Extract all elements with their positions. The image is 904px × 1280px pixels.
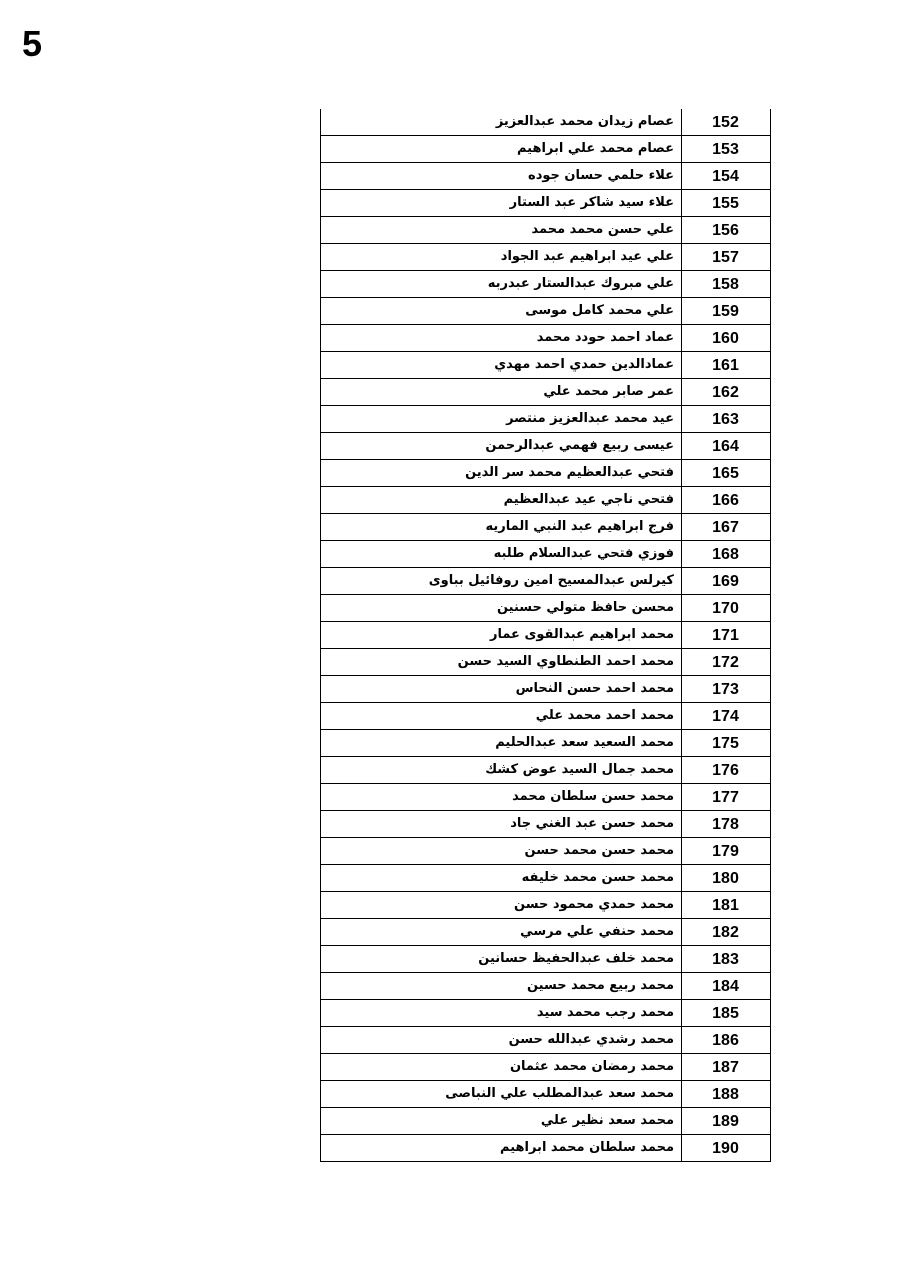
name-cell: كيرلس عبدالمسيح امين روفائيل بباوى bbox=[428, 573, 674, 588]
table-row bbox=[321, 217, 770, 244]
table-row bbox=[321, 973, 770, 1000]
name-cell: عصام زيدان محمد عبدالعزيز bbox=[495, 114, 674, 129]
serial-number-cell: 169 bbox=[681, 568, 769, 594]
table-row bbox=[321, 811, 770, 838]
serial-number-cell: 164 bbox=[681, 433, 769, 459]
name-cell: فرج ابراهيم عبد النبي الماريه bbox=[485, 519, 674, 534]
name-cell: محمد سعد نظير علي bbox=[540, 1113, 674, 1128]
name-cell: عمر صابر محمد علي bbox=[543, 384, 674, 399]
serial-number-cell: 173 bbox=[681, 676, 769, 702]
name-cell: علي عيد ابراهيم عبد الجواد bbox=[500, 249, 674, 264]
name-cell: فوزي فتحي عبدالسلام طلبه bbox=[493, 546, 674, 561]
table-row bbox=[321, 676, 770, 703]
serial-number-cell: 166 bbox=[681, 487, 769, 513]
name-cell: عصام محمد علي ابراهيم bbox=[516, 141, 674, 156]
name-cell: عيد محمد عبدالعزيز منتصر bbox=[506, 411, 674, 426]
serial-number-cell: 167 bbox=[681, 514, 769, 540]
serial-number-cell: 170 bbox=[681, 595, 769, 621]
serial-number-cell: 176 bbox=[681, 757, 769, 783]
serial-number-cell: 152 bbox=[681, 109, 769, 135]
serial-number-cell: 178 bbox=[681, 811, 769, 837]
name-cell: محمد رشدي عبدالله حسن bbox=[508, 1032, 674, 1047]
table-row bbox=[321, 109, 770, 136]
name-cell: محسن حافظ متولي حسنين bbox=[496, 600, 674, 615]
serial-number-cell: 158 bbox=[681, 271, 769, 297]
names-table bbox=[320, 109, 771, 1162]
name-cell: علي حسن محمد محمد bbox=[531, 222, 674, 237]
name-cell: محمد حسن سلطان محمد bbox=[512, 789, 674, 804]
name-cell: محمد السعيد سعد عبدالحليم bbox=[495, 735, 674, 750]
table-row bbox=[321, 730, 770, 757]
serial-number-cell: 189 bbox=[681, 1108, 769, 1134]
serial-number-cell: 187 bbox=[681, 1054, 769, 1080]
table-row bbox=[321, 649, 770, 676]
name-cell: محمد سعد عبدالمطلب علي النباصى bbox=[445, 1086, 674, 1101]
table-row bbox=[321, 244, 770, 271]
serial-number-cell: 181 bbox=[681, 892, 769, 918]
table-row bbox=[321, 1108, 770, 1135]
serial-number-cell: 190 bbox=[681, 1135, 769, 1161]
table-row bbox=[321, 919, 770, 946]
table-row bbox=[321, 190, 770, 217]
name-cell: محمد سلطان محمد ابراهيم bbox=[500, 1140, 674, 1155]
table-row bbox=[321, 352, 770, 379]
serial-number-cell: 182 bbox=[681, 919, 769, 945]
serial-number-cell: 174 bbox=[681, 703, 769, 729]
serial-number-cell: 183 bbox=[681, 946, 769, 972]
name-cell: محمد حسن محمد خليفه bbox=[521, 870, 674, 885]
table-row bbox=[321, 703, 770, 730]
serial-number-cell: 161 bbox=[681, 352, 769, 378]
table-row bbox=[321, 541, 770, 568]
name-cell: محمد جمال السيد عوض كشك bbox=[485, 762, 674, 777]
serial-number-cell: 188 bbox=[681, 1081, 769, 1107]
name-cell: محمد خلف عبدالحفيظ حسانين bbox=[478, 951, 674, 966]
table-row bbox=[321, 325, 770, 352]
table-row bbox=[321, 514, 770, 541]
serial-number-cell: 184 bbox=[681, 973, 769, 999]
table-row bbox=[321, 892, 770, 919]
name-cell: محمد احمد حسن النحاس bbox=[515, 681, 674, 696]
serial-number-cell: 155 bbox=[681, 190, 769, 216]
serial-number-cell: 153 bbox=[681, 136, 769, 162]
name-cell: علي مبروك عبدالستار عبدربه bbox=[487, 276, 674, 291]
serial-number-cell: 160 bbox=[681, 325, 769, 351]
name-cell: محمد حنفي علي مرسي bbox=[520, 924, 674, 939]
serial-number-cell: 165 bbox=[681, 460, 769, 486]
serial-number-cell: 180 bbox=[681, 865, 769, 891]
table-row bbox=[321, 136, 770, 163]
name-cell: محمد حسن محمد حسن bbox=[524, 843, 674, 858]
table-row bbox=[321, 1000, 770, 1027]
serial-number-cell: 175 bbox=[681, 730, 769, 756]
table-row bbox=[321, 1027, 770, 1054]
serial-number-cell: 163 bbox=[681, 406, 769, 432]
serial-number-cell: 162 bbox=[681, 379, 769, 405]
table-row bbox=[321, 487, 770, 514]
table-row bbox=[321, 784, 770, 811]
serial-number-cell: 168 bbox=[681, 541, 769, 567]
serial-number-cell: 154 bbox=[681, 163, 769, 189]
table-row bbox=[321, 865, 770, 892]
name-cell: عماد احمد حودد محمد bbox=[536, 330, 674, 345]
page-number: 5 bbox=[22, 23, 43, 64]
name-cell: عمادالدين حمدي احمد مهدي bbox=[494, 357, 674, 372]
table-row bbox=[321, 622, 770, 649]
serial-number-cell: 186 bbox=[681, 1027, 769, 1053]
name-cell: محمد ربيع محمد حسين bbox=[526, 978, 674, 993]
table-row bbox=[321, 460, 770, 487]
serial-number-cell: 171 bbox=[681, 622, 769, 648]
name-cell: عيسى ربيع فهمي عبدالرحمن bbox=[485, 438, 674, 453]
name-cell: محمد احمد الطنطاوي السيد حسن bbox=[457, 654, 674, 669]
table-row bbox=[321, 379, 770, 406]
name-cell: فتحي ناجي عيد عبدالعظيم bbox=[503, 492, 674, 507]
table-row bbox=[321, 946, 770, 973]
table-row bbox=[321, 568, 770, 595]
table-row bbox=[321, 271, 770, 298]
table-row bbox=[321, 595, 770, 622]
serial-number-cell: 172 bbox=[681, 649, 769, 675]
table-row bbox=[321, 1135, 770, 1161]
table-row bbox=[321, 838, 770, 865]
table-row bbox=[321, 433, 770, 460]
name-cell: فتحي عبدالعظيم محمد سر الدين bbox=[465, 465, 674, 480]
table-row bbox=[321, 298, 770, 325]
table-row bbox=[321, 163, 770, 190]
table-row bbox=[321, 406, 770, 433]
name-cell: علاء سيد شاكر عبد الستار bbox=[509, 195, 674, 210]
serial-number-cell: 177 bbox=[681, 784, 769, 810]
name-cell: علاء حلمي حسان جوده bbox=[528, 168, 674, 183]
name-cell: محمد احمد محمد علي bbox=[535, 708, 674, 723]
serial-number-cell: 159 bbox=[681, 298, 769, 324]
name-cell: علي محمد كامل موسى bbox=[525, 303, 674, 318]
name-cell: محمد رمضان محمد عثمان bbox=[509, 1059, 674, 1074]
serial-number-cell: 156 bbox=[681, 217, 769, 243]
name-cell: محمد حمدي محمود حسن bbox=[514, 897, 674, 912]
name-cell: محمد رجب محمد سيد bbox=[536, 1005, 674, 1020]
table-row bbox=[321, 1054, 770, 1081]
serial-number-cell: 185 bbox=[681, 1000, 769, 1026]
table-row bbox=[321, 757, 770, 784]
serial-number-cell: 179 bbox=[681, 838, 769, 864]
table-row bbox=[321, 1081, 770, 1108]
name-cell: محمد حسن عبد الغني جاد bbox=[510, 816, 674, 831]
serial-number-cell: 157 bbox=[681, 244, 769, 270]
name-cell: محمد ابراهيم عبدالقوى عمار bbox=[489, 627, 674, 642]
